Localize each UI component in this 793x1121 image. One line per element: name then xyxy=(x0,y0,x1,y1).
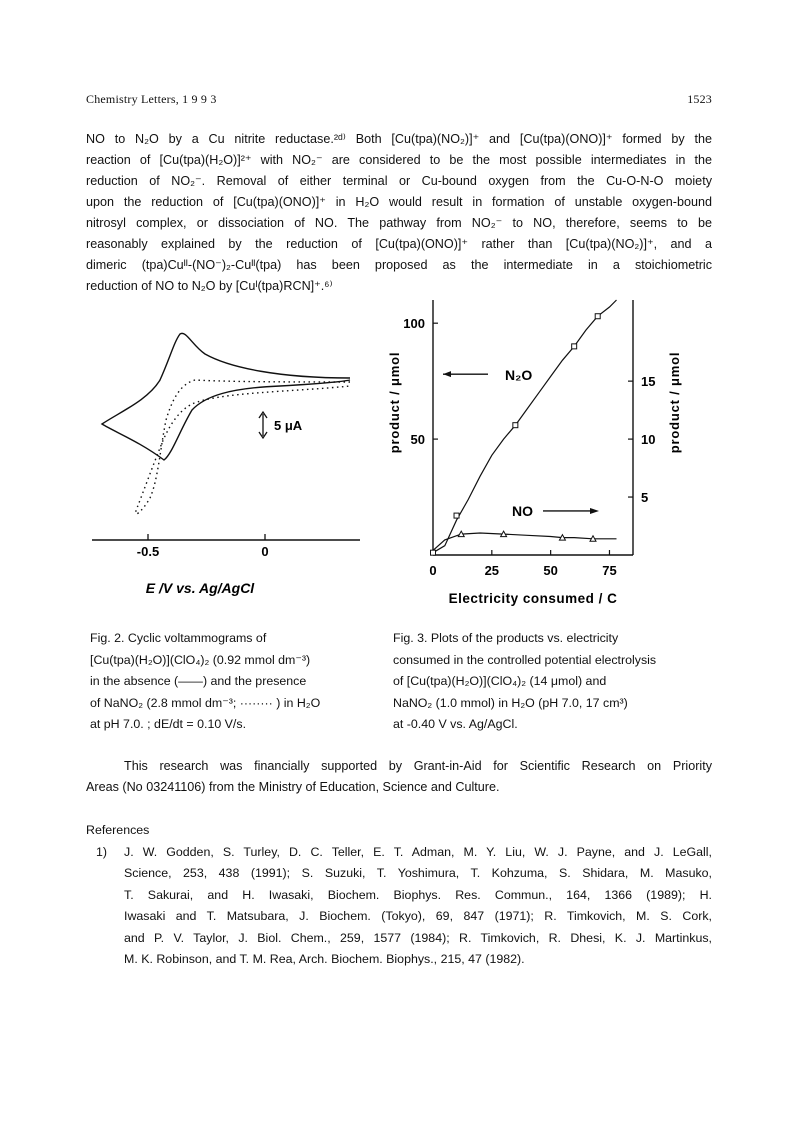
chart-labels xyxy=(387,316,682,606)
y-tick-label-left: 100 xyxy=(403,316,425,332)
x-tick-label: 25 xyxy=(484,563,500,578)
text-line: dimeric (tpa)Cuᴵᴵ-(NO⁻)₂-Cuᴵᴵ(tpa) has been proposed as the intermediate in a stoichiometric xyxy=(86,258,712,272)
data-point-n2o xyxy=(595,314,600,319)
y-tick-label-right: 15 xyxy=(641,374,656,390)
cv-curve-presence xyxy=(136,380,350,514)
current-scale-bar xyxy=(259,412,267,438)
reference-line: J. W. Godden, S. Turley, D. C. Teller, E. T. Adman, M. Y. Liu, W. J. Payne, and J. LeGall, xyxy=(124,844,712,859)
data-point-n2o xyxy=(431,550,436,555)
y-axis-label-left: product / μmol xyxy=(387,351,402,454)
figure-3-chart xyxy=(385,290,700,615)
caption-line: of NaNO₂ (2.8 mmol dm⁻³; ········ ) in H₂O xyxy=(90,695,321,710)
x-tick-label: 75 xyxy=(602,563,617,578)
cv-curve-absence xyxy=(102,333,350,460)
acknowledgment xyxy=(86,756,712,798)
data-point-n2o xyxy=(513,423,518,428)
x-tick-label: 0 xyxy=(261,544,269,559)
x-tick-label: 0 xyxy=(429,563,437,578)
caption-line: [Cu(tpa)(H₂O)](ClO₄)₂ (0.92 mmol dm⁻³) xyxy=(90,652,311,667)
no-annotation: NO xyxy=(512,502,533,519)
text-line: reasonably explained by the reduction of [Cu(tpa)(ONO)]⁺ rather than [Cu(tpa)(NO₂)]⁺, and a xyxy=(86,237,712,251)
text-line: NO to N₂O by a Cu nitrite reductase.²ᵈ⁾ Both [Cu(tpa)(NO₂)]⁺ and [Cu(tpa)(ONO)]⁺ formed by the xyxy=(86,132,712,146)
journal-header: Chemistry Letters, 1 9 9 3 xyxy=(86,92,217,106)
reference-item xyxy=(86,842,712,972)
text-line: upon the reduction of [Cu(tpa)(ONO)]⁺ in H₂O would result in formation of unstable oxygen-bound xyxy=(86,195,712,209)
y-axis-label-right: product / μmol xyxy=(667,351,682,454)
x-axis-label: Electricity consumed / C xyxy=(448,591,618,606)
reference-number: 1) xyxy=(96,844,108,859)
page-number: 1523 xyxy=(687,92,712,106)
y-tick-label-left: 50 xyxy=(410,432,425,448)
text-line: Areas (No 03241106) from the Ministry of Education, Science and Culture. xyxy=(86,780,500,794)
caption-line: Fig. 3. Plots of the products vs. electricity xyxy=(393,631,619,645)
x-tick-label: -0.5 xyxy=(136,544,160,559)
reference-line: Iwasaki and T. Matsubara, J. Biochem. (Tokyo), 69, 847 (1971); R. Timkovich, M. S. Cork, xyxy=(124,909,712,923)
no-arrowhead xyxy=(590,508,599,514)
scale-bar-label: 5 μA xyxy=(274,418,303,433)
n2o-annotation: N₂O xyxy=(505,367,533,384)
figure-3-caption xyxy=(393,628,708,736)
caption-line: consumed in the controlled potential electrolysis xyxy=(393,652,657,667)
reference-line: and P. V. Taylor, J. Biol. Chem., 259, 1577 (1984); R. Timkovich, R. Dhesi, K. J. Martinkus, xyxy=(124,930,712,945)
reference-line: T. Sakurai, and H. Iwasaki, Biochem. Biophys. Res. Commun., 164, 1366 (1989); H. xyxy=(124,887,712,902)
text-line: reduction of NO to N₂O by [Cuᴵ(tpa)RCN]⁺.⁶⁾ xyxy=(86,279,333,293)
chart-axes xyxy=(433,300,633,555)
y-tick-label-right: 5 xyxy=(641,490,649,506)
caption-line: at -0.40 V vs. Ag/AgCl. xyxy=(393,717,518,731)
caption-line: in the absence (——) and the presence xyxy=(90,674,307,688)
caption-line: Fig. 2. Cyclic voltammograms of xyxy=(90,631,267,645)
caption-line: at pH 7.0. ; dE/dt = 0.10 V/s. xyxy=(90,717,247,731)
reference-line: M. K. Robinson, and T. M. Rea, Arch. Biochem. Biophys., 215, 47 (1982). xyxy=(124,952,525,966)
figure-2-voltammogram xyxy=(80,320,380,610)
y-tick-label-right: 10 xyxy=(641,432,656,448)
x-axis-label: E /V vs. Ag/AgCl xyxy=(145,580,255,596)
figure-2-caption xyxy=(90,628,370,736)
text-line: reaction of [Cu(tpa)(H₂O)]²⁺ with NO₂⁻ are considered to be the most possible intermediates in the xyxy=(86,153,712,167)
reference-line: Science, 253, 438 (1991); S. Suzuki, T. Yoshimura, T. Kohzuma, S. Shidara, M. Masuko, xyxy=(124,866,712,880)
x-tick-label: 50 xyxy=(543,563,558,578)
caption-line: NaNO₂ (1.0 mmol) in H₂O (pH 7.0, 17 cm³) xyxy=(393,695,628,710)
n2o-arrowhead xyxy=(443,371,451,377)
references-heading: References xyxy=(86,823,150,837)
body-paragraph xyxy=(86,129,712,297)
caption-line: of [Cu(tpa)(H₂O)](ClO₄)₂ (14 μmol) and xyxy=(393,674,607,688)
data-point-n2o xyxy=(572,344,577,349)
text-line: nitrosyl complex, or dissociation of NO. The pathway from NO₂⁻ to NO, therefore, seems to be xyxy=(86,216,712,230)
text-line: reduction of NO₂⁻. Removal of either terminal or Cu-bound oxygen from the Cu-O-N-O moiety xyxy=(86,174,712,188)
data-point-n2o xyxy=(454,513,459,518)
text-line: This research was financially supported by Grant-in-Aid for Scientific Research on Priority xyxy=(124,759,712,773)
references-section xyxy=(86,820,712,972)
